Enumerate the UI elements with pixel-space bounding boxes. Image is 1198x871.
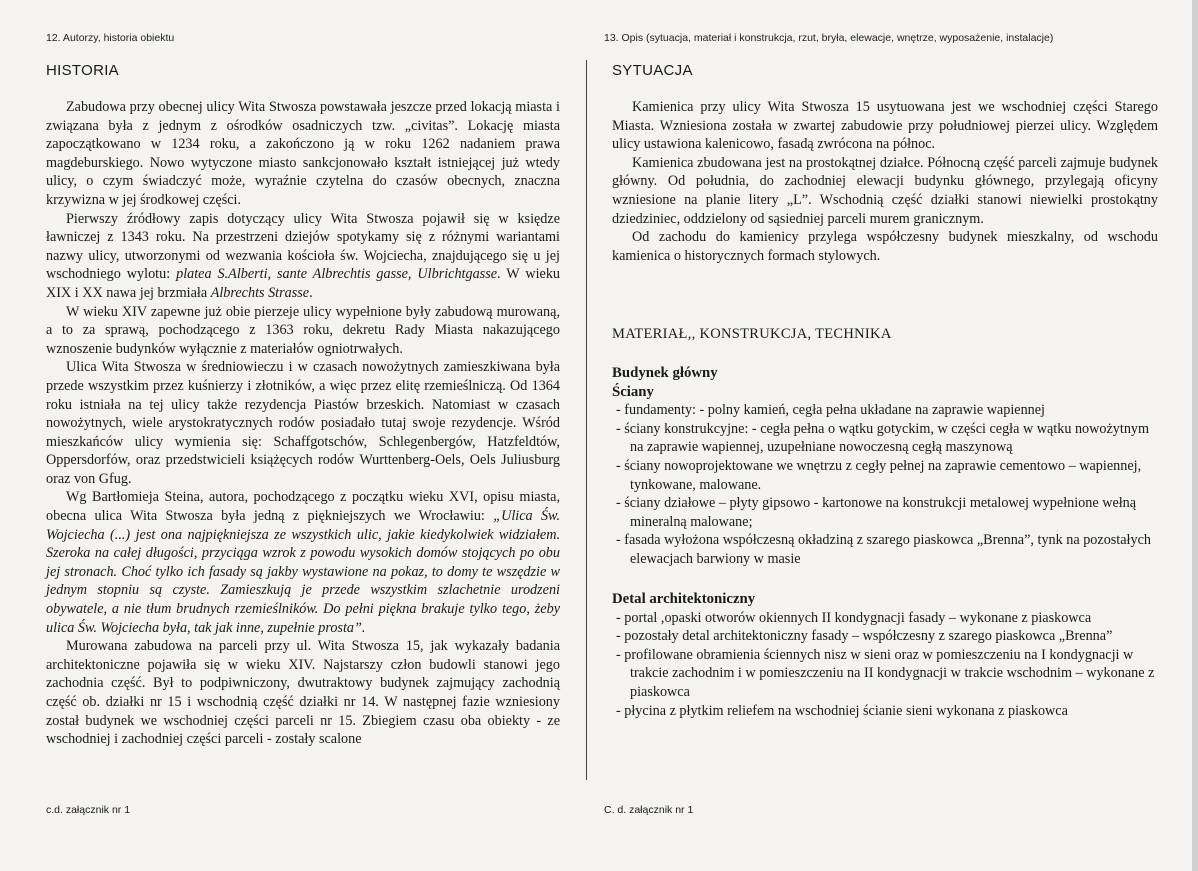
list-item: - płycina z płytkim reliefem na wschodniej ścianie sieni wykonana z piaskowca	[616, 702, 1068, 719]
page-header: 12. Autorzy, historia obiektu	[46, 32, 175, 44]
subheading: Detal architektoniczny	[612, 591, 756, 607]
page-footer: c.d. załącznik nr 1	[46, 804, 131, 816]
walls-block	[612, 364, 1160, 569]
left-page	[0, 0, 590, 871]
page-footer: C. d. załącznik nr 1	[604, 804, 694, 816]
paragraph-text: . W wieku XIX i XX nawa jej brzmiała	[46, 266, 561, 301]
history-text	[46, 98, 560, 749]
page-header: 13. Opis (sytuacja, materiał i konstrukcja, rzut, bryła, elewacje, wnętrze, wyposażenie, instalacje)	[604, 32, 1054, 44]
subheading: Budynek główny	[612, 365, 718, 381]
scan-edge	[1192, 0, 1198, 871]
section-title: HISTORIA	[46, 62, 119, 79]
list-item: - fasada wyłożona współczesną okładziną z szarego piaskowca „Brenna”, tynk na pozostałych elewacjach barwiony w masie	[616, 532, 1151, 567]
column-divider	[586, 60, 587, 780]
paragraph: Zabudowa przy obecnej ulicy Wita Stwosza powstawała jeszcze przed lokacją miasta i związana była z jednym z ośrodków osadniczych tzw. „civitas”. Lokację miasta zapoczątkowano w 1234 roku, a zakończono ją w roku 1262 nadaniem prawa magdeburskiego. Nowo wytyczone miasto sankcjonowało kształt istniejącej już wtedy ulicy, o czym świadczyć może, wyraźnie czytelna do czasów obecnych, znaczna krzywizna w jej środkowej części.	[46, 99, 560, 208]
paragraph: W wieku XIV zapewne już obie pierzeje ulicy wypełnione były zabudową murowaną, a to za sprawą, pochodzącego z 1363 roku, dekretu Rady Miasta nakazującego wznoszenie budynków wyłącznie z materiałów ogniotrwałych.	[46, 303, 560, 357]
list-item: - ściany działowe – płyty gipsowo - kartonowe na konstrukcji metalowej wypełnione wełną mineralną malowane;	[616, 495, 1137, 530]
list-item: - profilowane obramienia ściennych nisz w sieni oraz w pomieszczeniu na I kondygnacji w trakcie zachodnim i w pomieszczeniu na II kondygnacji w trakcie wschodnim – wykonane z piaskowca	[616, 646, 1155, 700]
street-name: Albrechts Strasse	[210, 284, 310, 301]
list-item: - ściany konstrukcyjne: - cegła pełna o wątku gotyckim, w części cegła w wątku nowożytnym na zaprawie wapiennej, uzupełniane nowoczesną cegłą maszynową	[616, 420, 1150, 456]
right-page	[590, 0, 1198, 871]
paragraph	[46, 488, 560, 637]
details-block	[612, 590, 1160, 720]
quote: „Ulica Św. Wojciecha (...) jest ona najpiękniejsza ze wszystkich ulic, jakie kiedykolwiek widziałem. Szeroka na całej długości, przyciąga wzrok z powodu wysokich domów stojących po obu jej stronach. Choć tylko ich fasady są jakby wystawione na pokaz, to domy te wszędzie w jednym stopniu są czyste. Zamieszkują je przede wszystkim szlachetnie urodzeni obywatele, a nie tłum brudnych rzemieślników. Do pełni piękna brakuje tylko tego, żeby ulica Św. Wojciecha była, tak jak inne, zupełnie prosta”.	[46, 508, 560, 636]
list-item: - portal ,opaski otworów okiennych II kondygnacji fasady – wykonane z piaskowca	[616, 609, 1092, 626]
paragraph: Kamienica zbudowana jest na prostokątnej działce. Północną część parceli zajmuje budynek główny. Od południa, do zachodniej elewacji budynku głównego, przylegają oficyny wzniesione na planie litery „L”. Wschodnią część działki stanowi niewielki prostokątny dziedziniec, oddzielony od sąsiedniej parceli murem granicznym.	[612, 154, 1158, 227]
walls-list	[612, 401, 1160, 568]
paragraph: Od zachodu do kamienicy przylega współczesny budynek mieszkalny, od wschodu kamienica o historycznych formach stylowych.	[612, 229, 1158, 264]
list-item: - ściany nowoprojektowane we wnętrzu z cegły pełnej na zaprawie cementowo – wapiennej, tynkowane, malowane.	[616, 457, 1142, 493]
paragraph-text: .	[309, 284, 313, 301]
subheading: Ściany	[612, 383, 654, 400]
list-item: - fundamenty: - polny kamień, cegła pełna układane na zaprawie wapiennej	[616, 402, 1045, 419]
paragraph: Kamienica przy ulicy Wita Stwosza 15 usytuowana jest we wschodniej części Starego Miasta. Wzniesiona została w zwartej zabudowie przy południowej pierzei ulicy. Względem ulicy ustawiona kalenicowo, fasadą zwrócona na północ.	[612, 99, 1158, 153]
situation-text	[612, 98, 1158, 265]
paragraph-text: Wg Bartłomieja Steina, autora, pochodzącego z początku wieku XVI, opisu miasta, obecna ulica Wita Stwosza była jedną z piękniejszych we Wrocławiu:	[46, 489, 560, 525]
list-item: - pozostały detal architektoniczny fasady – współczesny z szarego piaskowca „Brenna”	[616, 628, 1113, 645]
paragraph-text: Pierwszy źródłowy zapis dotyczący ulicy Wita Stwosza pojawił się w księdze ławniczej z 1343 roku. Na przestrzeni dziejów spotykamy się z różnymi wariantami nazwy ulicy, utworzonymi od wezwania kościoła św. Wojciecha, znajdującego się u jej wschodniego wylotu:	[46, 210, 560, 283]
paragraph: Murowana zabudowa na parceli przy ul. Wita Stwosza 15, jak wykazały badania architektoniczne pojawiła się w wieku XIV. Najstarszy człon budowli stanowi jego zachodnia część. Był to podpiwniczony, dwutraktowy budynek zajmujący zachodnią część ob. działki nr 15 i wschodnią część działki nr 14. W następnej fazie wzniesiony został budynek we wschodniej części parceli nr 15. Zbiegiem czasu oba obiekty - ze wschodniej i zachodniej części parceli - zostały scalone	[46, 638, 560, 748]
section-title-material: MATERIAŁ,, KONSTRUKCJA, TECHNIKA	[612, 326, 892, 342]
paragraph	[46, 210, 560, 303]
details-list	[612, 609, 1160, 721]
paragraph: Ulica Wita Stwosza w średniowieczu i w czasach nowożytnych zamieszkiwana była przede wszystkim przez kuśnierzy i złotników, a więc przez elitę rzemieślniczą. Od 1364 roku istniała na tej ulicy także rezydencja Piastów brzeskich. Natomiast w czasach nowożytnych, wiele arystokratycznych rodów posiadało tutaj swoje rezydencje. Wśród mieszkańców ulicy wymienia się: Schaffgotschów, Schlegenbergów, Hatzfeldtów, Oppersdorfów, oraz przedstwicieli książęcych rodów Wurttenberg-Oels, Oels Juliusburg oraz von Gfug.	[46, 359, 560, 487]
street-names: platea S.Alberti, sante Albrechtis gasse, Ulbrichtgasse	[176, 266, 498, 283]
section-title: SYTUACJA	[612, 62, 693, 79]
